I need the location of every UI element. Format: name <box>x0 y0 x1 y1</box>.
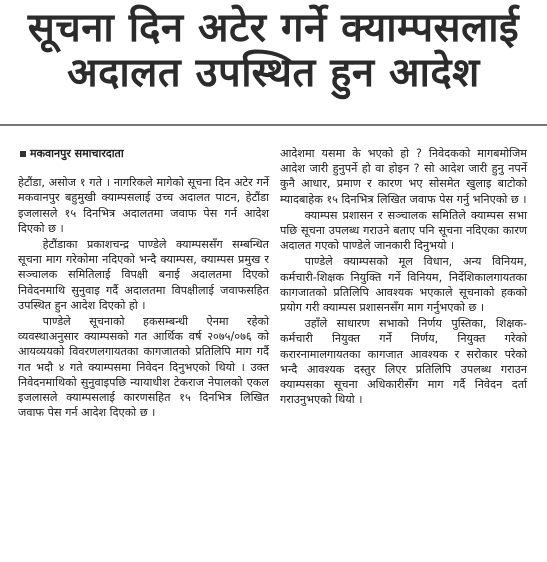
headline-line-2: अदालत उपस्थित हुन आदेश <box>67 49 480 96</box>
headline-line-1: सूचना दिन अटेर गर्ने क्याम्पसलाई <box>27 5 520 51</box>
byline <box>18 146 269 161</box>
headline <box>0 0 547 96</box>
paragraph: क्याम्पस प्रशासन र सञ्चालक समितिले क्याम्पस सभा पछि सूचना उपलब्ध गराउने बताए पनि सूचना नदिएका कारण अदालत गएको पाण्डेले जानकारी दिनुभयो । <box>280 208 527 253</box>
byline-square-icon <box>20 151 26 157</box>
paragraph: आदेशमा यसमा के भएको हो ? निवेदकको मागबमोजिम आदेश जारी हुनुपर्ने हो वा होइन ? सो आदेश जारी हुनु नपर्ने कुनै आधार, प्रमाण र कारण भए सोसमेत खुलाइ बाटोको म्यादबाहेक १५ दिनभित्र लिखित जवाफ पेस गर्नु भनिएको छ । <box>280 147 527 206</box>
headline-divider <box>0 124 547 126</box>
paragraph: हेटौंडाका प्रकाशचन्द्र पाण्डेले क्याम्पससँग सम्बन्धित सूचना माग गरेकोमा नदिएको भन्दै क्याम्पस, क्याम्पस प्रमुख र सञ्चालक समितिलाई विपक्षी बनाई अदालतमा दिएको निवेदनमाथि सुनुवाइ गर्दै अदालतमा विपक्षीलाई जवाफसहित उपस्थित हुन आदेश दिएको हो । <box>18 238 269 312</box>
byline-text: मकवानपुर समाचारदाता <box>30 147 124 160</box>
article-left-column <box>18 146 269 421</box>
paragraph: पाण्डेले क्याम्पसको मूल विधान, अन्य विनियम, कर्मचारी-शिक्षक नियुक्ति गर्ने विनियम, निर्देशिकालगायतका कागजातको प्रतिलिपि आवश्यक भएकाले सूचनाको हकको प्रयोग गरी क्याम्पस प्रशासनसँग माग गर्नुभएको छ । <box>280 255 527 315</box>
paragraph: उहाँले साधारण सभाको निर्णय पुस्तिका, शिक्षक-कर्मचारी नियुक्त गर्ने निर्णय, नियुक्त गरेको करारनामालगायतका कागजात आवश्यक र सरोकार परेको भन्दै आवश्यक दस्तुर लिएर प्रतिलिपि उपलब्ध गराउन क्याम्पसका सूचना अधिकारीसँग माग गर्दै निवेदन दर्ता गराउनुभएको थियो । <box>280 317 527 407</box>
paragraph: हेटौंडा, असोज १ गते । नागरिकले मागेको सूचना दिन अटेर गर्ने मकवानपुर बहुमुखी क्याम्पसलाई उच्च अदालत पाटन, हेटौंडा इजलासले १५ दिनभित्र अदालतमा जवाफ पेस गर्न आदेश दिएको छ । <box>18 176 269 235</box>
paragraph: पाण्डेले सूचनाको हकसम्बन्धी ऐनमा रहेको व्यवस्थाअनुसार क्याम्पसको गत आर्थिक वर्ष २०७५/०७६ को आयव्ययको विवरणलगायतका कागजातको प्रतिलिपि माग गर्दै गत भदौ ४ गते क्याम्पसमा निवेदन दिनुभएको थियो । उक्त निवेदनमाथिको सुनुवाइपछि न्यायाधीश टेकराज नेपालको एकल इजलासले क्याम्पसलाई कारणसहित १५ दिनभित्र लिखित जवाफ पेस गर्न आदेश दिएको छ । <box>18 315 269 420</box>
article-right-column <box>280 146 527 408</box>
